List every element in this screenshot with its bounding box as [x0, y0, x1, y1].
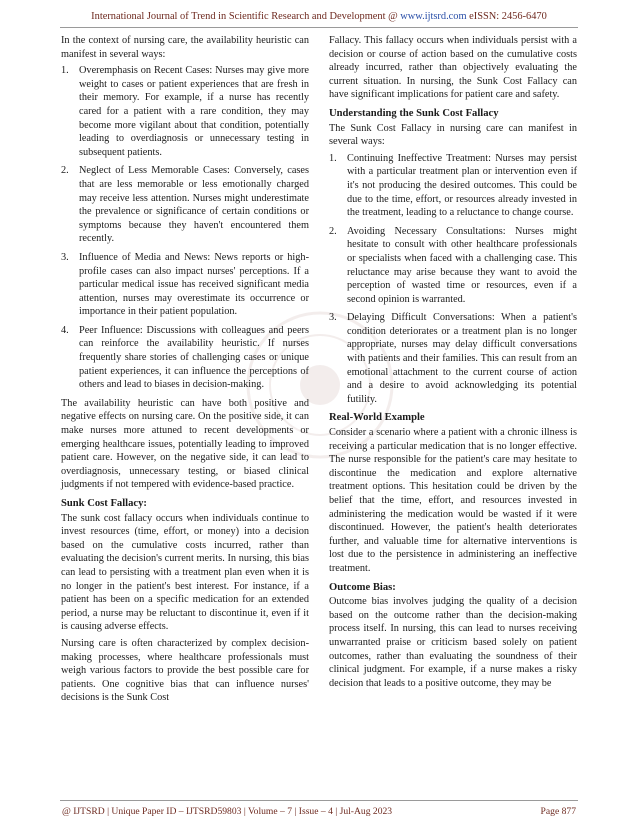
header-rule [60, 27, 578, 28]
list-item: 3. Delaying Difficult Conversations: When a patient's condition deteriorates or a treatment plan is no longer appropriate, nurses may delay difficult conversations with patients and their families. This can result from an emotional attachment to the current course of action and a desire to avoid acknowledging its potential futility. [329, 312, 577, 405]
list-item-text: Delaying Difficult Conversations: When a patient's condition deteriorates or a treatment plan is no longer appropriate, nurses may delay difficult conversations with patients and their families. This can result from an emotional attachment to the current course of action and a desire to avoid acknowledging its potential futility. [347, 312, 577, 405]
body-paragraph: Consider a scenario where a patient with a chronic illness is receiving a particular medication that is no longer effective. The nurse responsible for the patient's care may hesitate to discontinue the medication and explore alternative treatment options. This hesitation could be driven by the belief that the time, effort, and resources invested in administering the medication would be wasted if it were discontinued. However, the patient's health deteriorates further, and valuable time for alternative interventions is lost due to the persistence in administering an ineffective treatment. [329, 427, 577, 574]
section-heading: Understanding the Sunk Cost Fallacy [329, 107, 499, 119]
page-number: Page 877 [540, 806, 576, 817]
running-footer [62, 806, 576, 817]
intro-paragraph: In the context of nursing care, the availability heuristic can manifest in several ways: [61, 35, 309, 60]
body-paragraph: Nursing care is often characterized by complex decision-making processes, where healthcare professionals must weigh various factors to provide the best possible care for patients. One cognitive bias that can influence nurses' decisions is the Sunk Cost [61, 637, 309, 704]
section-heading: Real-World Example [329, 412, 425, 424]
section-heading: Sunk Cost Fallacy: [61, 498, 147, 509]
journal-name: International Journal of Trend in Scientific Research and Development @ [91, 11, 398, 22]
body-paragraph: Outcome bias involves judging the quality of a decision based on the outcome rather than the decision-making process itself. In nursing, this can lead to nurses receiving unwarranted praise or criticism based solely on patient outcomes, rather than evaluating the soundness of their clinical judgment. For example, if a nurse makes a risky decision that leads to a positive outcome, they may be [329, 596, 577, 689]
paper-info: @ IJTSRD | Unique Paper ID – IJTSRD59803 | Volume – 7 | Issue – 4 | Jul-Aug 2023 [62, 806, 393, 817]
right-column [329, 34, 577, 693]
list-item-text: Avoiding Necessary Consultations: Nurses might hesitate to consult with other healthcare professionals or specialists when faced with a challenging case. This reluctance may arise because they want to avoid the perception of wasted time or resources, even if a second opinion is warranted. [347, 225, 577, 305]
list-item: 1. Overemphasis on Recent Cases: Nurses may give more weight to cases or patient experiences that are fresh in their memory. For example, if a nurse has recently cared for a patient with a rare condition, they may become more vigilant about that condition, potentially leading to overdiagnosis or unnecessary testing in subsequent patients. [61, 65, 309, 158]
list-item: 3. Influence of Media and News: News reports or high-profile cases can also impact nurses' perceptions. If a particular medical issue has received significant media attention, nurses may overestimate its occurrence or importance in their patient population. [61, 251, 309, 318]
section-heading: Outcome Bias: [329, 581, 396, 593]
left-column [61, 34, 309, 708]
intro-paragraph: The Sunk Cost Fallacy in nursing care can manifest in several ways: [329, 122, 577, 148]
availability-heuristic-list [61, 64, 309, 392]
body-paragraph: The availability heuristic can have both positive and negative effects on nursing care. On the positive side, it can make nurses more attuned to recent developments or emerging healthcare issues, potentially leading to improved patient care. However, on the negative side, it can lead to overdiagnosis, unnecessary testing, or biased clinical judgments if not tempered with evidence-based practice. [61, 397, 309, 491]
list-item: 2. Neglect of Less Memorable Cases: Conversely, cases that are less memorable or less emotionally charged may receive less attention. Nurses might underestimate the prevalence or significance of certain conditions or symptoms because they haven't encountered them recently. [61, 165, 309, 245]
list-item: 2. Avoiding Necessary Consultations: Nurses might hesitate to consult with other healthcare professionals or specialists when faced with a challenging case. This reluctance may arise because they want to avoid the perception of wasted time or resources, even if a second opinion is warranted. [329, 225, 577, 305]
journal-website-link[interactable]: www.ijtsrd.com [400, 11, 467, 22]
sunk-cost-list [329, 152, 577, 407]
body-paragraph: The sunk cost fallacy occurs when individuals continue to invest resources (time, effort, or money) into a decision based on the cumulative costs incurred, rather than evaluating the decision's current merits. In nursing, this bias can lead to persisting with a treatment plan even when it is no longer in the patient's best interest. For instance, if a patient has been on a specific medication for an extended period, a nurse may be reluctant to discontinue it, even if it is causing adverse effects. [61, 512, 309, 633]
list-item-text: Influence of Media and News: News reports or high-profile cases can also impact nurses' perceptions. If a particular medical issue has received significant media attention, nurses may overestimate its occurrence or importance in their patient population. [79, 251, 309, 318]
list-item: 4. Peer Influence: Discussions with colleagues and peers can reinforce the availability heuristic. If nurses frequently share stories of challenging cases or unique patient experiences, it can influence the perceptions of others and lead to biases in decision-making. [61, 324, 309, 391]
footer-rule [60, 800, 578, 801]
list-item-text: Overemphasis on Recent Cases: Nurses may give more weight to cases or patient experiences that are fresh in their memory. For example, if a nurse has recently cared for a patient with a rare condition, they may become more vigilant about that condition, potentially leading to overdiagnosis or unnecessary testing in subsequent patients. [79, 65, 309, 158]
list-item-text: Continuing Ineffective Treatment: Nurses may persist with a particular treatment plan or intervention even if it's not producing the desired outcomes. This could be due to the time, effort, or resources already invested in the treatment, leading to a reluctance to change course. [347, 152, 577, 219]
list-item-text: Peer Influence: Discussions with colleagues and peers can reinforce the availability heuristic. If nurses frequently share stories of challenging cases or unique patient experiences, it can influence the perceptions of others and lead to biases in decision-making. [79, 324, 309, 391]
running-header [0, 11, 638, 22]
list-item-text: Neglect of Less Memorable Cases: Conversely, cases that are less memorable or less emotionally charged may receive less attention. Nurses might underestimate the prevalence or significance of certain conditions or symptoms because they haven't encountered them recently. [79, 165, 309, 245]
body-paragraph: Fallacy. This fallacy occurs when individuals persist with a decision or course of action based on the cumulative costs already incurred, rather than objectively evaluating the current situation. In nursing, the Sunk Cost Fallacy can have significant implications for patient care and safety. [329, 35, 577, 101]
eissn: eISSN: 2456-6470 [469, 11, 547, 22]
list-item: 1. Continuing Ineffective Treatment: Nurses may persist with a particular treatment plan or intervention even if it's not producing the desired outcomes. This could be due to the time, effort, or resources already invested in the treatment, leading to a reluctance to change course. [329, 152, 577, 219]
